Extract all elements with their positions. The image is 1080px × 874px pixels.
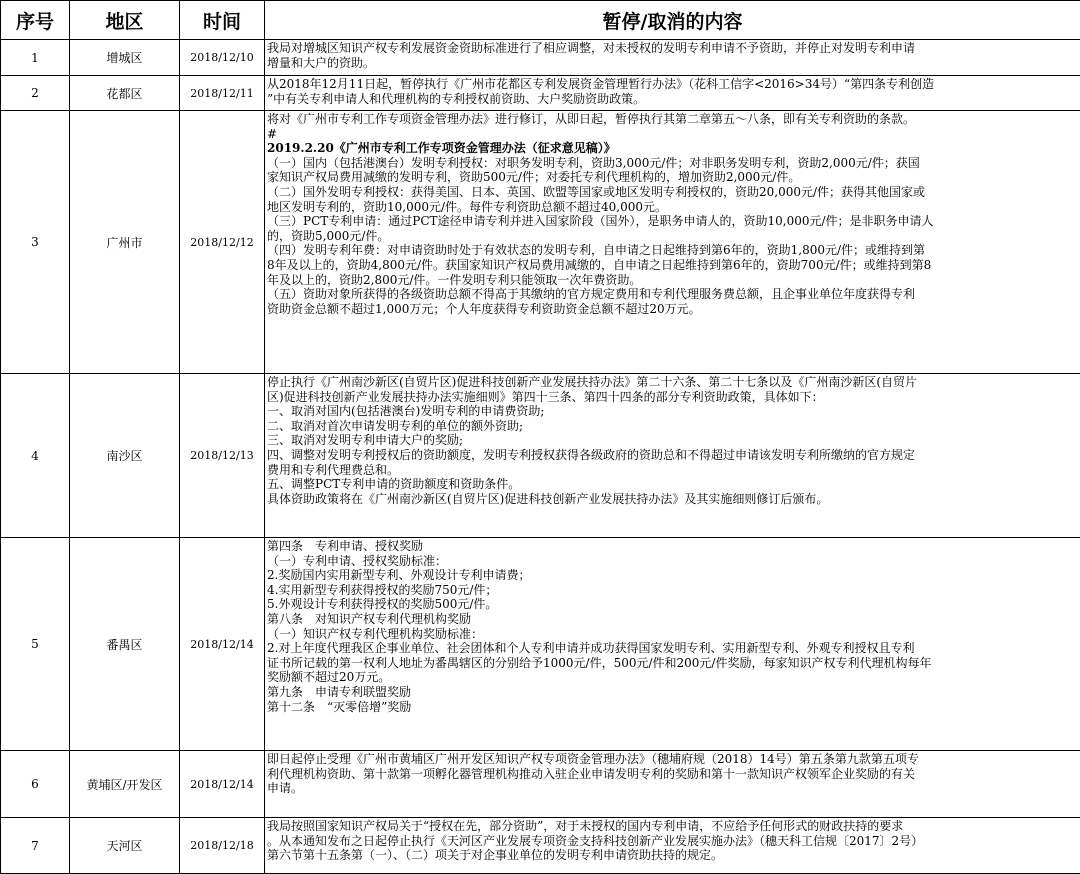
content-line: （一）知识产权专利代理机构奖励标准： — [267, 627, 1078, 642]
content-line: 第十二条 “灭零倍增”奖励 — [267, 700, 1078, 715]
table-row — [1, 40, 1080, 76]
content-line: # — [267, 127, 1078, 142]
content-line: （五）资助对象所获得的各级资助总额不得高于其缴纳的官方规定费用和专利代理服务费总额，且企事业单位年度获得专利 — [267, 287, 1078, 302]
content-line: 奖励额不超过20万元。 — [267, 670, 1078, 685]
table-row — [1, 538, 1080, 751]
cell-content — [265, 538, 1080, 751]
content-line: 一、取消对国内(包括港澳台)发明专利的申请费资助; — [267, 404, 1078, 419]
content-line: 利代理机构资助、第十款第一项孵化器管理机构推动入驻企业申请发明专利的奖励和第十一款知识产权领军企业奖励的有关 — [267, 767, 1078, 782]
table-row — [1, 751, 1080, 818]
content-line: 我局对增城区知识产权专利发展资金资助标准进行了相应调整，对未授权的发明专利申请不予资助，并停止对发明专利申请 — [267, 41, 1078, 56]
header-region: 地区 — [70, 1, 180, 40]
content-line: 增量和大户的资助。 — [267, 56, 1078, 71]
cell-no: 6 — [1, 751, 70, 818]
cell-region: 天河区 — [70, 818, 180, 874]
content-line: 2.对上年度代理我区企事业单位、社会团体和个人专利申请并成功获得国家发明专利、实用新型专利、外观专利授权且专利 — [267, 641, 1078, 656]
content-line: 二、取消对首次申请发明专利的单位的额外资助; — [267, 419, 1078, 434]
cell-content — [265, 76, 1080, 111]
content-line: （二）国外发明专利授权：获得美国、日本、英国、欧盟等国家或地区发明专利授权的，资助20,000元/件；获得其他国家或 — [267, 185, 1078, 200]
cell-region: 番禺区 — [70, 538, 180, 751]
content-line: （四）发明专利年费：对申请资助时处于有效状态的发明专利，自申请之日起维持到第6年的，资助1,800元/件；或维持到第 — [267, 243, 1078, 258]
content-line: 从2018年12月11日起，暂停执行《广州市花都区专利发展资金管理暂行办法》（花科工信字<2016>34号）“第四条专利创造 — [267, 77, 1078, 92]
cell-region: 广州市 — [70, 111, 180, 374]
content-line: 第八条 对知识产权专利代理机构奖励 — [267, 612, 1078, 627]
cell-date: 2018/12/18 — [180, 818, 265, 874]
cell-date: 2018/12/12 — [180, 111, 265, 374]
content-line: 具体资助政策将在《广州南沙新区(自贸片区)促进科技创新产业发展扶持办法》及其实施细则修订后颁布。 — [267, 492, 1078, 507]
cell-region: 花都区 — [70, 76, 180, 111]
table-row — [1, 818, 1080, 874]
content-line: 费用和专利代理费总和。 — [267, 463, 1078, 478]
cell-date: 2018/12/10 — [180, 40, 265, 76]
cell-region: 增城区 — [70, 40, 180, 76]
content-line: 家知识产权局费用减缴的发明专利，资助500元/件；对委托专利代理机构的，增加资助2,000元/件。 — [267, 170, 1078, 185]
content-line: 证书所记载的第一权利人地址为番禺辖区的分别给予1000元/件，500元/件和200元/件奖励，每家知识产权专利代理机构每年 — [267, 656, 1078, 671]
content-line: 4.实用新型专利获得授权的奖励750元/件； — [267, 583, 1078, 598]
content-line: 地区发明专利的，资助10,000元/件。每件专利资助总额不超过40,000元。 — [267, 200, 1078, 215]
cell-content — [265, 111, 1080, 374]
cell-content — [265, 751, 1080, 818]
content-line: 2.奖励国内实用新型专利、外观设计专利申请费； — [267, 568, 1078, 583]
header-content: 暂停/取消的内容 — [265, 1, 1080, 40]
content-line: 四、调整对发明专利授权后的资助额度，发明专利授权获得各级政府的资助总和不得超过申请该发明专利所缴纳的官方规定 — [267, 448, 1078, 463]
cell-region: 南沙区 — [70, 374, 180, 538]
cell-content — [265, 374, 1080, 538]
cell-date: 2018/12/11 — [180, 76, 265, 111]
content-line: 五、调整PCT专利申请的资助额度和资助条件。 — [267, 477, 1078, 492]
table-row — [1, 111, 1080, 374]
content-line: 申请。 — [267, 781, 1078, 796]
content-line: 第九条 申请专利联盟奖励 — [267, 685, 1078, 700]
content-line: 8年及以上的，资助4,800元/件。获国家知识产权局费用减缴的，自申请之日起维持到第6年的，资助700元/件；或维持到第8 — [267, 258, 1078, 273]
content-line: 第四条 专利申请、授权奖励 — [267, 539, 1078, 554]
content-line: 年及以上的，资助2,800元/件。一件发明专利只能领取一次年费资助。 — [267, 273, 1078, 288]
content-line: 的，资助5,000元/件。 — [267, 229, 1078, 244]
content-line: 第六节第十五条第（一）、（二）项关于对企事业单位的发明专利申请资助扶持的规定。 — [267, 848, 1078, 863]
header-date: 时间 — [180, 1, 265, 40]
content-line: 资助资金总额不超过1,000万元；个人年度获得专利资助资金总额不超过20万元。 — [267, 302, 1078, 317]
content-line: （三）PCT专利申请：通过PCT途径申请专利并进入国家阶段（国外），是职务申请人的，资助10,000元/件；是非职务申请人 — [267, 214, 1078, 229]
cell-date: 2018/12/14 — [180, 751, 265, 818]
cell-no: 2 — [1, 76, 70, 111]
content-line: （一）国内（包括港澳台）发明专利授权：对职务发明专利，资助3,000元/件；对非职务发明专利，资助2,000元/件；获国 — [267, 156, 1078, 171]
cell-no: 5 — [1, 538, 70, 751]
content-line: 三、取消对发明专利申请大户的奖励; — [267, 433, 1078, 448]
cell-content — [265, 40, 1080, 76]
content-line: 即日起停止受理《广州市黄埔区广州开发区知识产权专项资金管理办法》（穗埔府规（2018）14号）第五条第九款第五项专 — [267, 752, 1078, 767]
content-line: 区)促进科技创新产业发展扶持办法实施细则》第四十三条、第四十四条的部分专利资助政策，具体如下： — [267, 390, 1078, 405]
content-line: ”中有关专利申请人和代理机构的专利授权前资助、大户奖励资助政策。 — [267, 92, 1078, 107]
cell-content — [265, 818, 1080, 874]
header-no: 序号 — [1, 1, 70, 40]
cell-no: 7 — [1, 818, 70, 874]
cell-date: 2018/12/13 — [180, 374, 265, 538]
cell-no: 3 — [1, 111, 70, 374]
content-subtitle: 2019.2.20《广州市专利工作专项资金管理办法（征求意见稿）》 — [267, 141, 1078, 156]
table-row — [1, 76, 1080, 111]
cell-no: 4 — [1, 374, 70, 538]
content-line: 5.外观设计专利获得授权的奖励500元/件。 — [267, 597, 1078, 612]
content-line: 。从本通知发布之日起停止执行《天河区产业发展专项资金支持科技创新产业发展实施办法》（穗天科工信规〔2017〕2号） — [267, 834, 1078, 849]
content-line: 将对《广州市专利工作专项资金管理办法》进行修订，从即日起，暂停执行其第二章第五～八条，即有关专利资助的条款。 — [267, 112, 1078, 127]
content-line: 停止执行《广州南沙新区(自贸片区)促进科技创新产业发展扶持办法》第二十六条、第二十七条以及《广州南沙新区(自贸片 — [267, 375, 1078, 390]
cell-date: 2018/12/14 — [180, 538, 265, 751]
table-row — [1, 374, 1080, 538]
content-line: 我局按照国家知识产权局关于“授权在先，部分资助”，对于未授权的国内专利申请，不应给予任何形式的财政扶持的要求 — [267, 819, 1078, 834]
content-line: （一）专利申请、授权奖励标准： — [267, 554, 1078, 569]
header-row — [1, 1, 1080, 40]
cell-region: 黄埔区/开发区 — [70, 751, 180, 818]
cell-no: 1 — [1, 40, 70, 76]
